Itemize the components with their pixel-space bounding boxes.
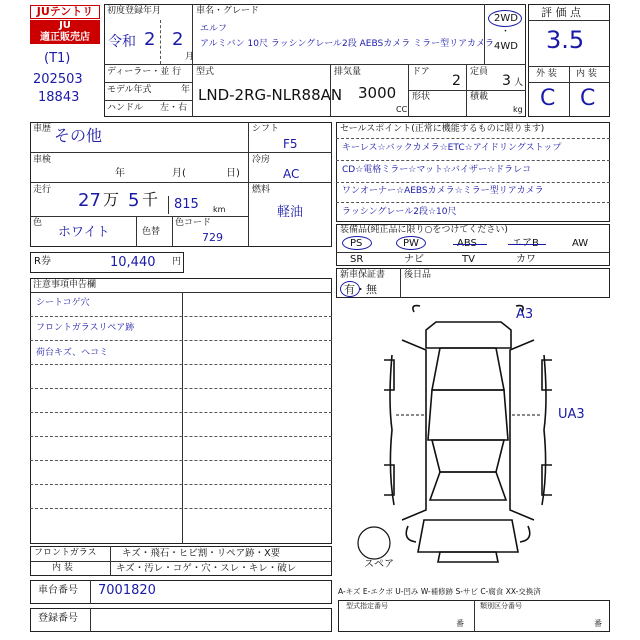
mileage-rest: 815 — [174, 197, 199, 212]
registration-era: 令和 — [108, 34, 136, 50]
aircon-value: AC — [283, 167, 300, 181]
model-label: 型式 — [196, 67, 215, 77]
doors-value: 2 — [452, 73, 461, 89]
chassis-value: 7001820 — [98, 583, 156, 598]
vehicle-label: 車名・グレード — [196, 6, 260, 16]
equip-ps: PS — [350, 238, 363, 249]
color-code-label: 色コード — [175, 218, 212, 228]
equip-sr: SR — [350, 254, 364, 265]
shop-id-1: 202503 — [33, 72, 83, 87]
chassis-label: 車台番号 — [38, 585, 78, 596]
color-label: 色 — [33, 218, 43, 228]
r-ticket-value: 10,440 — [110, 255, 156, 270]
notes-label: 注意事項申告欄 — [33, 280, 97, 290]
engine-label: 排気量 — [334, 67, 362, 77]
handle-label: ハンドル — [107, 103, 144, 113]
r-ticket-unit: 円 — [172, 257, 182, 267]
footer-form-label-1: 型式指定番号 — [346, 602, 388, 610]
load-label: 積載 — [470, 92, 489, 102]
kensha-month: 月( — [172, 168, 186, 179]
r-ticket-box — [30, 252, 184, 273]
warranty-label: 新車保証書 — [340, 270, 386, 280]
shape-label: 形状 — [412, 92, 431, 102]
equip-navi: ナビ — [404, 254, 424, 265]
load-unit: kg — [513, 105, 523, 114]
registration-month: 2 — [172, 29, 184, 50]
mileage-unit: km — [213, 205, 226, 214]
footer-mark-1: 番 — [456, 619, 464, 628]
equip-aw: AW — [572, 238, 589, 249]
drive-2wd: 2WD — [494, 13, 518, 24]
history-label: 車歴 — [33, 124, 52, 134]
footer-mark-2: 番 — [594, 619, 602, 628]
interior-row-label: 内 装 — [52, 563, 73, 573]
registration-year: 2 — [144, 29, 156, 50]
vehicle-name: エルフ — [200, 24, 228, 34]
equip-airbag: エアB — [512, 238, 539, 249]
engine-unit: CC — [396, 105, 408, 114]
car-damage-diagram — [336, 300, 610, 585]
notes-box — [30, 278, 332, 544]
sales-points-label: セールスポイント(正常に機能するものに限ります) — [340, 124, 545, 134]
warranty-value: 有・無 — [344, 283, 377, 296]
equip-leather: カワ — [516, 254, 536, 265]
mileage-label: 走行 — [33, 185, 52, 195]
fuel-value: 軽油 — [277, 205, 304, 220]
dealer-label: ディーラー・並 行 — [107, 67, 182, 77]
damage-legend: A-キズ E-エクボ U-凹み W-補修跡 S-サビ C-腐食 XX-交換済 — [338, 587, 541, 596]
shop-code: (T1) — [44, 51, 71, 66]
spare-label: スペア — [364, 559, 394, 570]
capacity-value: 3 — [502, 73, 511, 89]
exterior-label: 外 装 — [536, 69, 557, 79]
mileage-sen-unit: 千 — [142, 190, 159, 209]
capacity-unit: 人 — [514, 78, 524, 88]
shop-id-2: 18843 — [38, 90, 80, 105]
kensha-day: 日) — [226, 168, 240, 179]
sales-point-line: ラッシングレール2段☆10尺 — [342, 207, 457, 217]
sales-point-line: CD☆電格ミラー☆マット☆バイザー☆ドラレコ — [342, 165, 532, 175]
after-label: 後日品 — [404, 270, 432, 280]
mileage-man: 27 — [78, 190, 101, 211]
reg-number-label: 登録番号 — [38, 613, 78, 624]
sales-point-line: キーレス☆バックカメラ☆ETC☆アイドリングストップ — [342, 143, 562, 153]
note-line: フロントガラスリペア跡 — [36, 323, 135, 333]
mileage-man-unit: 万 — [103, 190, 120, 209]
vehicle-grade: アルミバン 10尺 ラッシングレール2段 AEBSカメラ ミラー型リアカメラ — [200, 39, 494, 49]
registration-label: 初度登録年月 — [107, 6, 162, 16]
warranty-circle — [340, 281, 360, 297]
equip-ps-circle — [342, 236, 372, 250]
rating-score: 3.5 — [546, 26, 585, 54]
kensha-year: 年 — [115, 168, 125, 179]
color-change-label: 色替 — [142, 227, 161, 237]
footer-form-label-2: 類別区分番号 — [480, 602, 522, 610]
interior-row-options: キズ・汚レ・コゲ・穴・スレ・キレ・破レ — [116, 563, 297, 574]
kensha-label: 車検 — [33, 155, 52, 165]
front-glass-options: キズ・飛石・ヒビ割・リペア跡・X要 — [122, 548, 281, 559]
logo-ju: JU — [30, 20, 100, 32]
model-value: LND-2RG-NLR88AN — [198, 86, 343, 104]
aircon-label: 冷房 — [252, 155, 271, 165]
model-year-unit: 年 — [181, 85, 191, 95]
exterior-grade: C — [540, 86, 556, 111]
drive-dot: ・ — [501, 27, 511, 37]
equip-abs: ABS — [457, 238, 477, 249]
note-line: シートコゲ穴 — [36, 298, 90, 308]
logo-brand: JUテントリ — [30, 5, 100, 19]
damage-mark-front: A3 — [516, 307, 534, 322]
engine-value: 3000 — [358, 84, 397, 102]
sales-point-line: ワンオーナー☆AEBSカメラ☆ミラー型リアカメラ — [342, 186, 544, 196]
equip-pw: PW — [403, 238, 419, 249]
interior-grade: C — [580, 86, 596, 111]
equipment-label: 装備品(純正品に限り○をつけてください) — [340, 225, 508, 235]
fuel-label: 燃料 — [252, 185, 271, 195]
model-year-label: モデル年式 — [107, 85, 152, 95]
interior-label: 内 装 — [576, 69, 597, 79]
damage-mark-side: UA3 — [558, 407, 585, 422]
capacity-label: 定員 — [470, 67, 489, 77]
shift-value: F5 — [283, 137, 298, 151]
handle-value: 左・右 — [160, 103, 188, 113]
drive-4wd: 4WD — [494, 41, 518, 52]
equip-pw-circle — [396, 236, 426, 250]
front-glass-label: フロントガラス — [34, 548, 97, 558]
logo-store: 適正販売店 — [30, 32, 100, 44]
color-value: ホワイト — [58, 225, 110, 240]
color-code: 729 — [202, 231, 223, 244]
equip-tv: TV — [462, 254, 475, 265]
doors-label: ドア — [412, 67, 430, 77]
r-ticket-label: R券 — [34, 256, 51, 267]
history-value: その他 — [54, 126, 103, 145]
registration-month-unit: 月 — [185, 52, 195, 62]
shift-label: シフト — [252, 124, 280, 134]
note-line: 荷台キズ、ヘコミ — [36, 348, 109, 358]
rating-label: 評 価 点 — [541, 6, 581, 19]
mileage-sen: 5 — [128, 190, 140, 211]
